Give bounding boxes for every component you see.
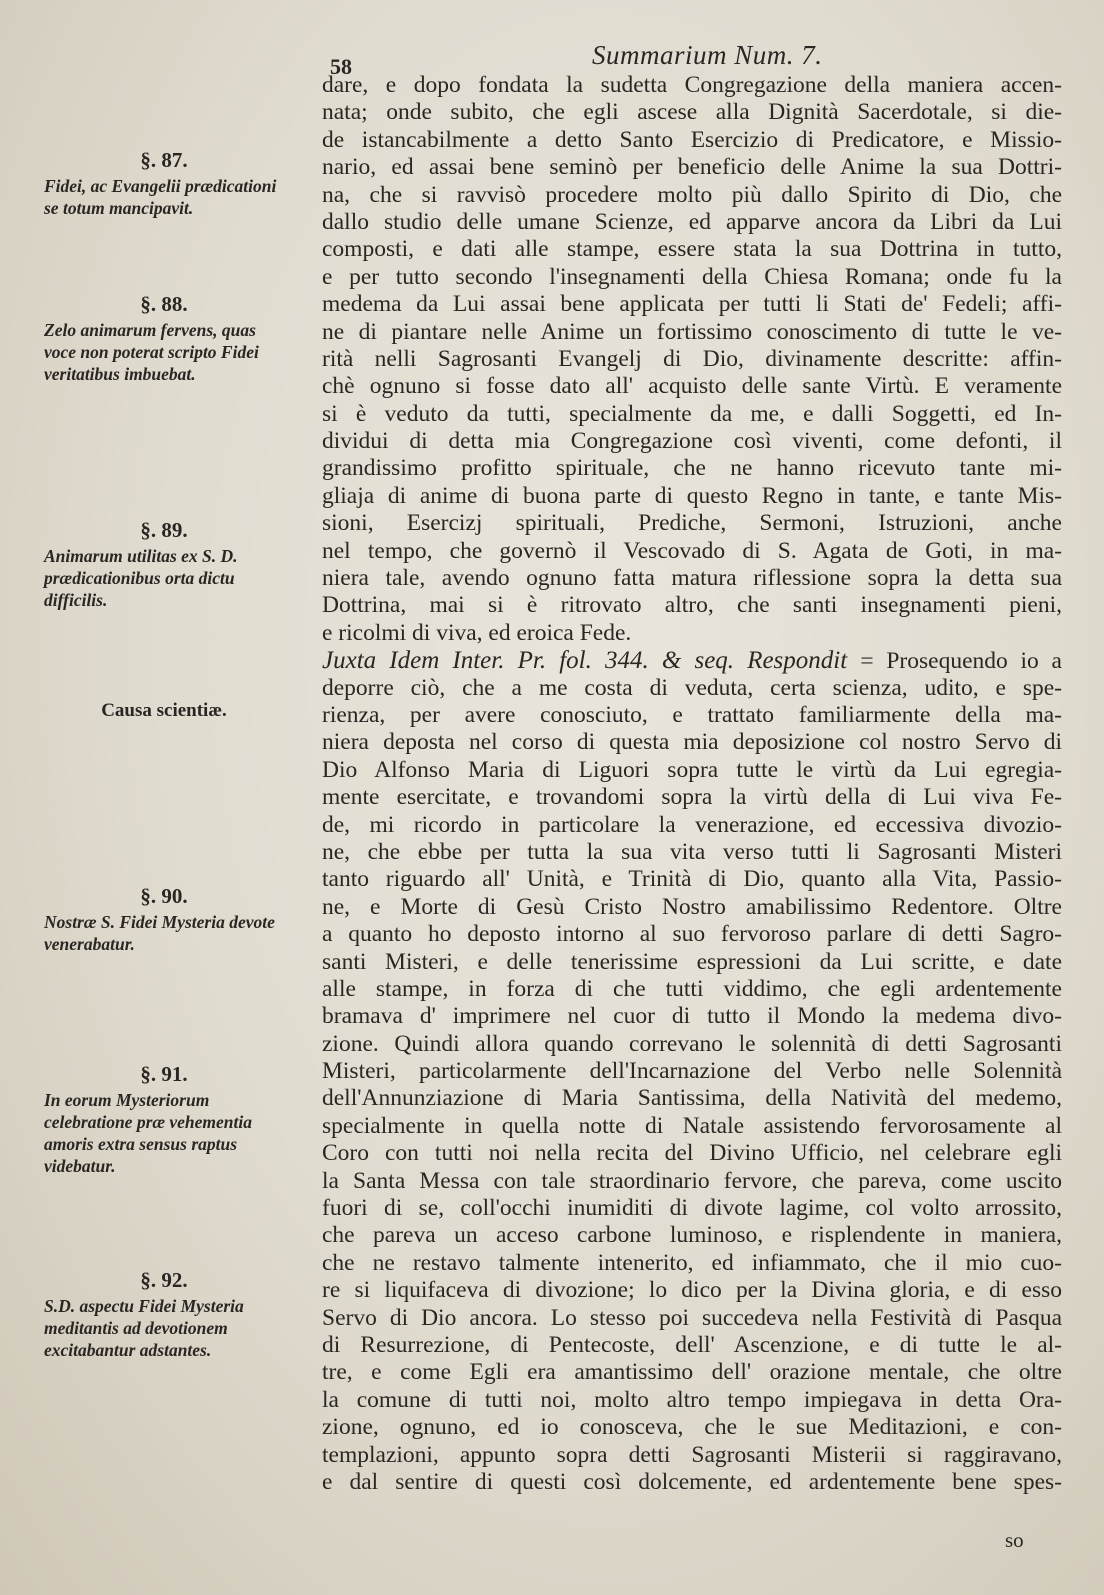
running-head: Summarium Num. 7. [592, 40, 823, 70]
body-line: grandissimo profitto spirituale, che ne hanno ricevuto tante mi- [322, 455, 1062, 482]
margin-note [44, 700, 284, 722]
body-line: Dottrina, mai si è ritrovato altro, che santi insegnamenti pieni, [322, 592, 1062, 619]
body-line: ne, e Morte di Gesù Cristo Nostro amabilissimo Redentore. Oltre [322, 893, 1062, 920]
margin-note [44, 292, 284, 385]
body-line: dare, e dopo fondata la sudetta Congregazione della maniera accen- [322, 72, 1062, 98]
body-line: nario, ed assai bene seminò per beneficio delle Anime la sua Dottri- [322, 154, 1062, 181]
body-line: medema da Lui assai bene applicata per tutti li Stati de' Fedeli; affi- [322, 291, 1062, 318]
margin-note-text: Animarum utilitas ex S. D. prædicationibus orta dictu difficilis. [44, 546, 238, 610]
body-line: ne, che ebbe per tutta la sua vita verso tutti li Sagrosanti Misteri [322, 838, 1062, 865]
body-line: de, mi ricordo in particolare la venerazione, ed eccessiva divozio- [322, 811, 1062, 838]
body-line: rità nelli Sagrosanti Evangelj di Dio, divinamente descritte: affin- [322, 345, 1062, 372]
body-line: dell'Annunziazione di Maria Santissima, della Natività del medemo, [322, 1085, 1062, 1112]
body-line: rienza, per avere conosciuto, e trattato familiarmente della ma- [322, 701, 1062, 728]
body-line: niera deposta nel corso di questa mia deposizione col nostro Servo di [322, 729, 1062, 756]
body-line: Coro con tutti noi nella recita del Divino Ufficio, nel celebrare egli [322, 1140, 1062, 1167]
body-line: Juxta Idem Inter. Pr. fol. 344. & seq. Respondit = Prosequendo io a [322, 647, 1062, 675]
body-line: alle stampe, in forza di che tutti viddimo, che egli ardentemente [322, 975, 1062, 1002]
body-line: si è veduto da tutti, specialmente da me, e dalli Soggetti, ed In- [322, 400, 1062, 427]
margin-note-text: Causa scientiæ. [101, 700, 227, 721]
body-line: chè ognuno si fosse dato all' acquisto delle sante Virtù. E veramente [322, 373, 1062, 400]
body-line: nata; onde subito, che egli ascese alla Dignità Sacerdotale, si die- [322, 99, 1062, 126]
margin-note-number: §. 92. [140, 1268, 188, 1292]
margin-note-number: §. 88. [140, 292, 188, 316]
body-line: Servo di Dio ancora. Lo stesso poi succedeva nella Festività di Pasqua [322, 1304, 1062, 1331]
juxta-reference: Juxta Idem Inter. Pr. fol. 344. & seq. Respondit [322, 647, 861, 675]
body-line: de istancabilmente a detto Santo Esercizio di Predicatore, e Missio- [322, 126, 1062, 153]
margin-note [44, 1268, 284, 1361]
margin-note-text: Zelo animarum fervens, quas voce non poterat scripto Fidei veritatibus imbuebat. [44, 320, 259, 384]
margin-note-text: In eorum Mysteriorum celebratione præ vehementia amoris extra sensus raptus videbatur. [44, 1090, 253, 1176]
body-text [322, 72, 1062, 1572]
body-line: sioni, Esercizj spirituali, Prediche, Sermoni, Istruzioni, anche [322, 510, 1062, 537]
body-line: e ricolmi di viva, ed eroica Fede. [322, 619, 632, 646]
margin-note [44, 884, 284, 955]
body-line: dallo studio delle umane Scienze, ed apparve ancora da Libri da Lui [322, 208, 1062, 235]
body-line: dividui di detta mia Congregazione così viventi, come defonti, il [322, 428, 1062, 455]
margin-note [44, 518, 284, 611]
margin-note-text: Fidei, ac Evangelii prædicationi se totum mancipavit. [44, 176, 277, 218]
body-line: tanto riguardo all' Unità, e Trinità di Dio, quanto alla Vita, Passio- [322, 866, 1062, 893]
body-line: bramava d' imprimere nel cuor di tutto il Mondo la medema divo- [322, 1003, 1062, 1030]
body-line: specialmente in quella notte di Natale assistendo fervorosamente al [322, 1112, 1062, 1139]
body-line: templazioni, appunto sopra detti Sagrosanti Misterii si raggiravano, [322, 1441, 1062, 1468]
body-line: gliaja di anime di buona parte di questo Regno in tante, e tante Mis- [322, 482, 1062, 509]
body-line: la Santa Messa con tale straordinario fervore, che pareva, come uscito [322, 1167, 1062, 1194]
margin-note [44, 148, 284, 219]
body-line: fuori di se, coll'occhi inumiditi di divote lagime, col volto arrossito, [322, 1195, 1062, 1222]
body-line: zione, ognuno, ed io conosceva, che le sue Meditazioni, e con- [322, 1414, 1062, 1441]
catchword: so [1005, 1528, 1024, 1552]
body-line: mente esercitate, e trovandomi sopra la virtù della di Lui viva Fe- [322, 784, 1062, 811]
margin-note-number: §. 87. [140, 148, 188, 172]
page-number: 58 [330, 54, 352, 79]
body-line: che pareva un acceso carbone luminoso, e risplendente in maniera, [322, 1222, 1062, 1249]
body-line: na, che si ravvisò procedere molto più dallo Spirito di Dio, che [322, 181, 1062, 208]
body-line: niera tale, avendo ognuno fatta matura riflessione sopra la detta sua [322, 565, 1062, 592]
margin-note [44, 1062, 284, 1177]
body-line: nel tempo, che governò il Vescovado di S. Agata de Goti, in ma- [322, 537, 1062, 564]
body-line: che ne restavo talmente intenerito, ed infiammato, che il mio cuo- [322, 1249, 1062, 1276]
body-line: deporre ciò, che a me costa di veduta, certa scienza, udito, e spe- [322, 674, 1062, 701]
margin-note-number: §. 90. [140, 884, 188, 908]
body-line: tre, e come Egli era amantissimo dell' orazione mentale, che oltre [322, 1359, 1062, 1386]
body-line: Dio Alfonso Maria di Liguori sopra tutte le virtù da Lui egregia- [322, 756, 1062, 783]
body-line: zione. Quindi allora quando correvano le solennità di detti Sagrosanti [322, 1030, 1062, 1057]
body-line: santi Misteri, e delle tenerissime espressioni da Lui scritte, e date [322, 948, 1062, 975]
margin-note-text: S.D. aspectu Fidei Mysteria meditantis ad devotionem excitabantur adstantes. [44, 1296, 244, 1360]
body-line: composti, e dati alle stampe, essere stata la sua Dottrina in tutto, [322, 236, 1062, 263]
body-line: re si liquifaceva di divozione; lo dico per la Divina gloria, e di esso [322, 1277, 1062, 1304]
margin-notes-column [44, 0, 294, 1595]
body-line: ne di piantare nelle Anime un fortissimo conoscimento di tutte le ve- [322, 318, 1062, 345]
body-line: la comune di tutti noi, molto altro tempo impiegava in detta Ora- [322, 1386, 1062, 1413]
body-line: e per tutto secondo l'insegnamenti della Chiesa Romana; onde fu la [322, 263, 1062, 290]
body-line: e dal sentire di questi così dolcemente, ed ardentemente bene spes- [322, 1468, 1062, 1495]
page-header [330, 38, 850, 79]
margin-note-number: §. 89. [140, 518, 188, 542]
body-line: a quanto ho deposto intorno al suo fervoroso parlare di detti Sagro- [322, 921, 1062, 948]
margin-note-number: §. 91. [140, 1062, 188, 1086]
body-line: Misteri, particolarmente dell'Incarnazione del Verbo nelle Solennità [322, 1058, 1062, 1085]
margin-note-text: Nostræ S. Fidei Mysteria devote venerabatur. [44, 912, 275, 954]
body-line: di Resurrezione, di Pentecoste, dell' Ascenzione, e di tutte le al- [322, 1331, 1062, 1358]
